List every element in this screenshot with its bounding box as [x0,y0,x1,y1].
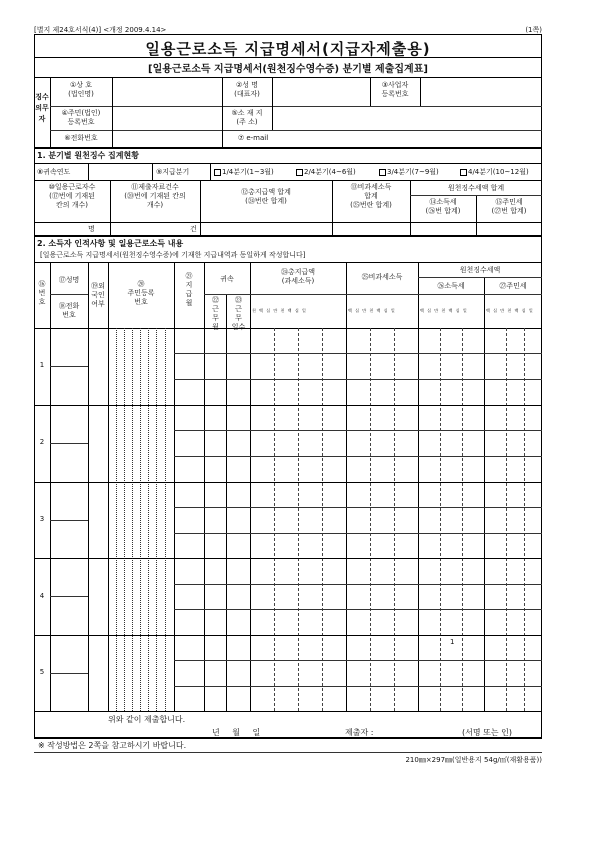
resident-number-label: ④주민(법인) 등록번호 [61,109,101,126]
total-pay-header: ⑫총지급액 합계 (㉔번란 합계) [241,188,291,205]
row-number-5: 5 [39,668,45,676]
checkbox-icon [460,169,467,176]
records-count-header: ⑪제출자료건수 (⑳번에 기재된 칸의 개수) [124,183,186,209]
digit-units-resident-tax: 백 십 만 천 백 십 일 [486,308,534,313]
section1-heading: 1. 분기별 원천징수 집계현황 [37,151,139,160]
section2-note: [일용근로소득 지급명세서(원천징수영수증)에 기재한 지급내역과 동일하게 작성합니다] [40,251,306,259]
row-number-3: 3 [39,515,45,523]
col-work-days-header: ㉓ 근 무 일수 [231,296,246,331]
col-attribution-header: 귀속 [220,275,234,283]
attribution-year-label: ⑧귀속연도 [37,168,71,176]
trade-name-label: ①상 호 (법인명) [68,81,94,98]
col-foreigner-header: ⑲외 국인 여부 [91,282,105,308]
submission-statement: 위와 같이 제출합니다. [108,715,186,724]
representative-name-label: ②성 명 (대표자) [234,81,260,98]
quarter-option-2[interactable]: 2/4분기(4~6월) [296,168,356,177]
paper-spec: 210㎜×297㎜(일반용지 54g/㎡(재활용품)) [405,756,542,764]
footnote: ※ 작성방법은 2쪽을 참고하시기 바랍니다. [38,741,187,750]
unit-persons: 명 [88,225,95,233]
col-resident-tax-header: ㉗주민세 [499,282,527,290]
quarter-option-1[interactable]: 1/4분기(1~3월) [214,168,274,177]
phone-label: ⑥전화번호 [64,134,98,142]
form-reference: [별지 제24호서식(4)] <개정 2009.4.14> [34,26,167,34]
divider [34,77,542,78]
quarter-option-3[interactable]: 3/4분기(7~9월) [379,168,439,177]
row-number-2: 2 [39,438,45,446]
col-withholding-header: 원천징수세액 [459,266,501,274]
nontax-income-header: ⑬비과세소득 합계 (㉕번란 합계) [350,183,392,209]
quarter-option-4[interactable]: 4/4분기(10~12월) [460,168,529,177]
checkbox-icon [379,169,386,176]
col-resident-number-header: ⑳ 주민등록 번호 [127,280,155,306]
col-number-header: ⑯ 번 호 [38,280,46,306]
signature-label: (서명 또는 인) [462,728,512,737]
col-name-header: ⑰성명 [58,276,80,284]
unit-cases: 건 [190,225,197,233]
col-nontax-header: ㉕비과세소득 [361,273,403,281]
col-income-tax-header: ㉖소득세 [437,282,465,290]
checkbox-icon [296,169,303,176]
email-label: ⑦ e-mail [237,134,269,142]
digit-units-income-tax: 백 십 만 천 백 십 일 [420,308,468,313]
col-work-month-header: ㉒ 근 무 월 [212,296,219,331]
page-subtitle: [일용근로소득 지급명세서(원천징수영수증) 분기별 제출집계표] [148,64,428,75]
payment-quarter-label: ⑨지급분기 [156,168,190,176]
address-label: ⑤소 재 지 (주 소) [231,109,263,126]
col-total-pay-header: ㉔총지급액 (과세소득) [280,268,316,285]
stray-mark: 1 [450,638,455,646]
submission-date: 년 월 일 [212,728,261,737]
row-number-1: 1 [39,361,45,369]
page-number: (1쪽) [525,26,542,34]
divider [34,57,542,58]
workers-count-header: ⑩일용근로자수 (⑰번에 기재된 칸의 개수) [48,183,96,209]
col-pay-month-header: ㉑ 지 급 월 [185,272,193,307]
withholding-total-header: 원천징수세액 합계 [447,184,505,192]
section2-heading: 2. 소득자 인적사항 및 일용근로소득 내용 [37,239,184,248]
business-number-label: ③사업자 등록번호 [381,81,409,98]
digit-units-nontax: 백 십 만 천 백 십 일 [348,308,396,313]
row-number-4: 4 [39,592,45,600]
income-tax-total-header: ⑭소득세 (㉖번 합계) [425,198,461,215]
page-title: 일용근로소득 지급명세서(지급자제출용) [145,40,431,58]
resident-tax-total-header: ⑮주민세 (㉗번 합계) [491,198,527,215]
submitter-label: 제출자 : [345,728,374,737]
payer-side-label: 징수의무자 [35,93,49,123]
digit-units-total-pay: 천 백 십 만 천 백 십 일 [252,308,307,313]
checkbox-icon [214,169,221,176]
col-phone-header: ⑱전화 번호 [58,302,80,319]
